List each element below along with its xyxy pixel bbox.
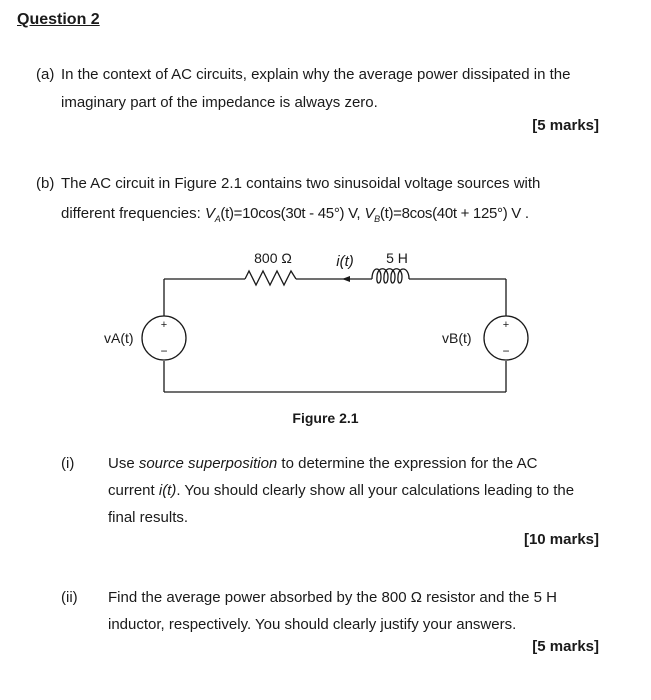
sub-ii-line1: Find the average power absorbed by the 800 Ω resistor and the 5 H bbox=[108, 589, 557, 606]
resistor-label: 800 Ω bbox=[254, 250, 292, 266]
part-b-line2-prefix: different frequencies: bbox=[61, 205, 205, 222]
sub-i-line1-a: Use bbox=[108, 455, 139, 472]
eq-va-name: V bbox=[204, 205, 215, 222]
part-a-marks: [5 marks] bbox=[532, 117, 599, 134]
part-a-label: (a) bbox=[36, 66, 55, 83]
sub-i-line2-a: current bbox=[108, 482, 159, 499]
question-title: Question 2 bbox=[17, 11, 100, 28]
sub-i-line2-b: . You should clearly show all your calculations leading to the bbox=[176, 482, 575, 499]
eq-va-rest: (t)=10cos(30t - 45°) V, bbox=[220, 205, 361, 222]
sub-i-line1-b: to determine the expression for the AC bbox=[277, 455, 538, 472]
inductor-label: 5 H bbox=[386, 250, 408, 266]
sub-i-line2-italic: i(t) bbox=[158, 482, 177, 499]
part-b-line1: The AC circuit in Figure 2.1 contains two sinusoidal voltage sources with bbox=[61, 175, 541, 192]
current-arrow-icon bbox=[342, 276, 350, 282]
part-b-label: (b) bbox=[36, 175, 55, 192]
part-a-line2: imaginary part of the impedance is always zero. bbox=[61, 94, 378, 111]
part-a-line1: In the context of AC circuits, explain why the average power dissipated in the bbox=[61, 66, 571, 83]
source-a-minus: − bbox=[160, 344, 168, 358]
eq-vb-rest: (t)=8cos(40t + 125°) V . bbox=[379, 205, 529, 222]
sub-i-line1-italic: source superposition bbox=[138, 455, 278, 472]
source-b-label: vB(t) bbox=[442, 330, 472, 346]
sub-ii-line2: inductor, respectively. You should clearly justify your answers. bbox=[108, 616, 517, 633]
resistor-symbol bbox=[245, 271, 296, 285]
sub-i-line3: final results. bbox=[108, 509, 189, 526]
eq-va-sub: A bbox=[214, 214, 221, 224]
sub-i-marks: [10 marks] bbox=[523, 531, 599, 548]
figure-caption: Figure 2.1 bbox=[292, 410, 359, 426]
sub-ii-marks: [5 marks] bbox=[532, 638, 599, 655]
sub-i-line2 bbox=[108, 477, 574, 505]
sub-i-line1 bbox=[108, 450, 537, 478]
source-b-minus: − bbox=[502, 344, 510, 358]
source-a-plus: + bbox=[160, 319, 168, 331]
source-b-plus: + bbox=[502, 319, 510, 331]
source-a-label: vA(t) bbox=[104, 330, 134, 346]
inductor-symbol bbox=[372, 269, 409, 283]
sub-ii-label: (ii) bbox=[61, 589, 78, 606]
eq-vb-sub: B bbox=[374, 214, 380, 224]
sub-i-label: (i) bbox=[61, 455, 75, 472]
eq-vb-name: V bbox=[364, 205, 375, 222]
current-label: i(t) bbox=[336, 253, 354, 270]
